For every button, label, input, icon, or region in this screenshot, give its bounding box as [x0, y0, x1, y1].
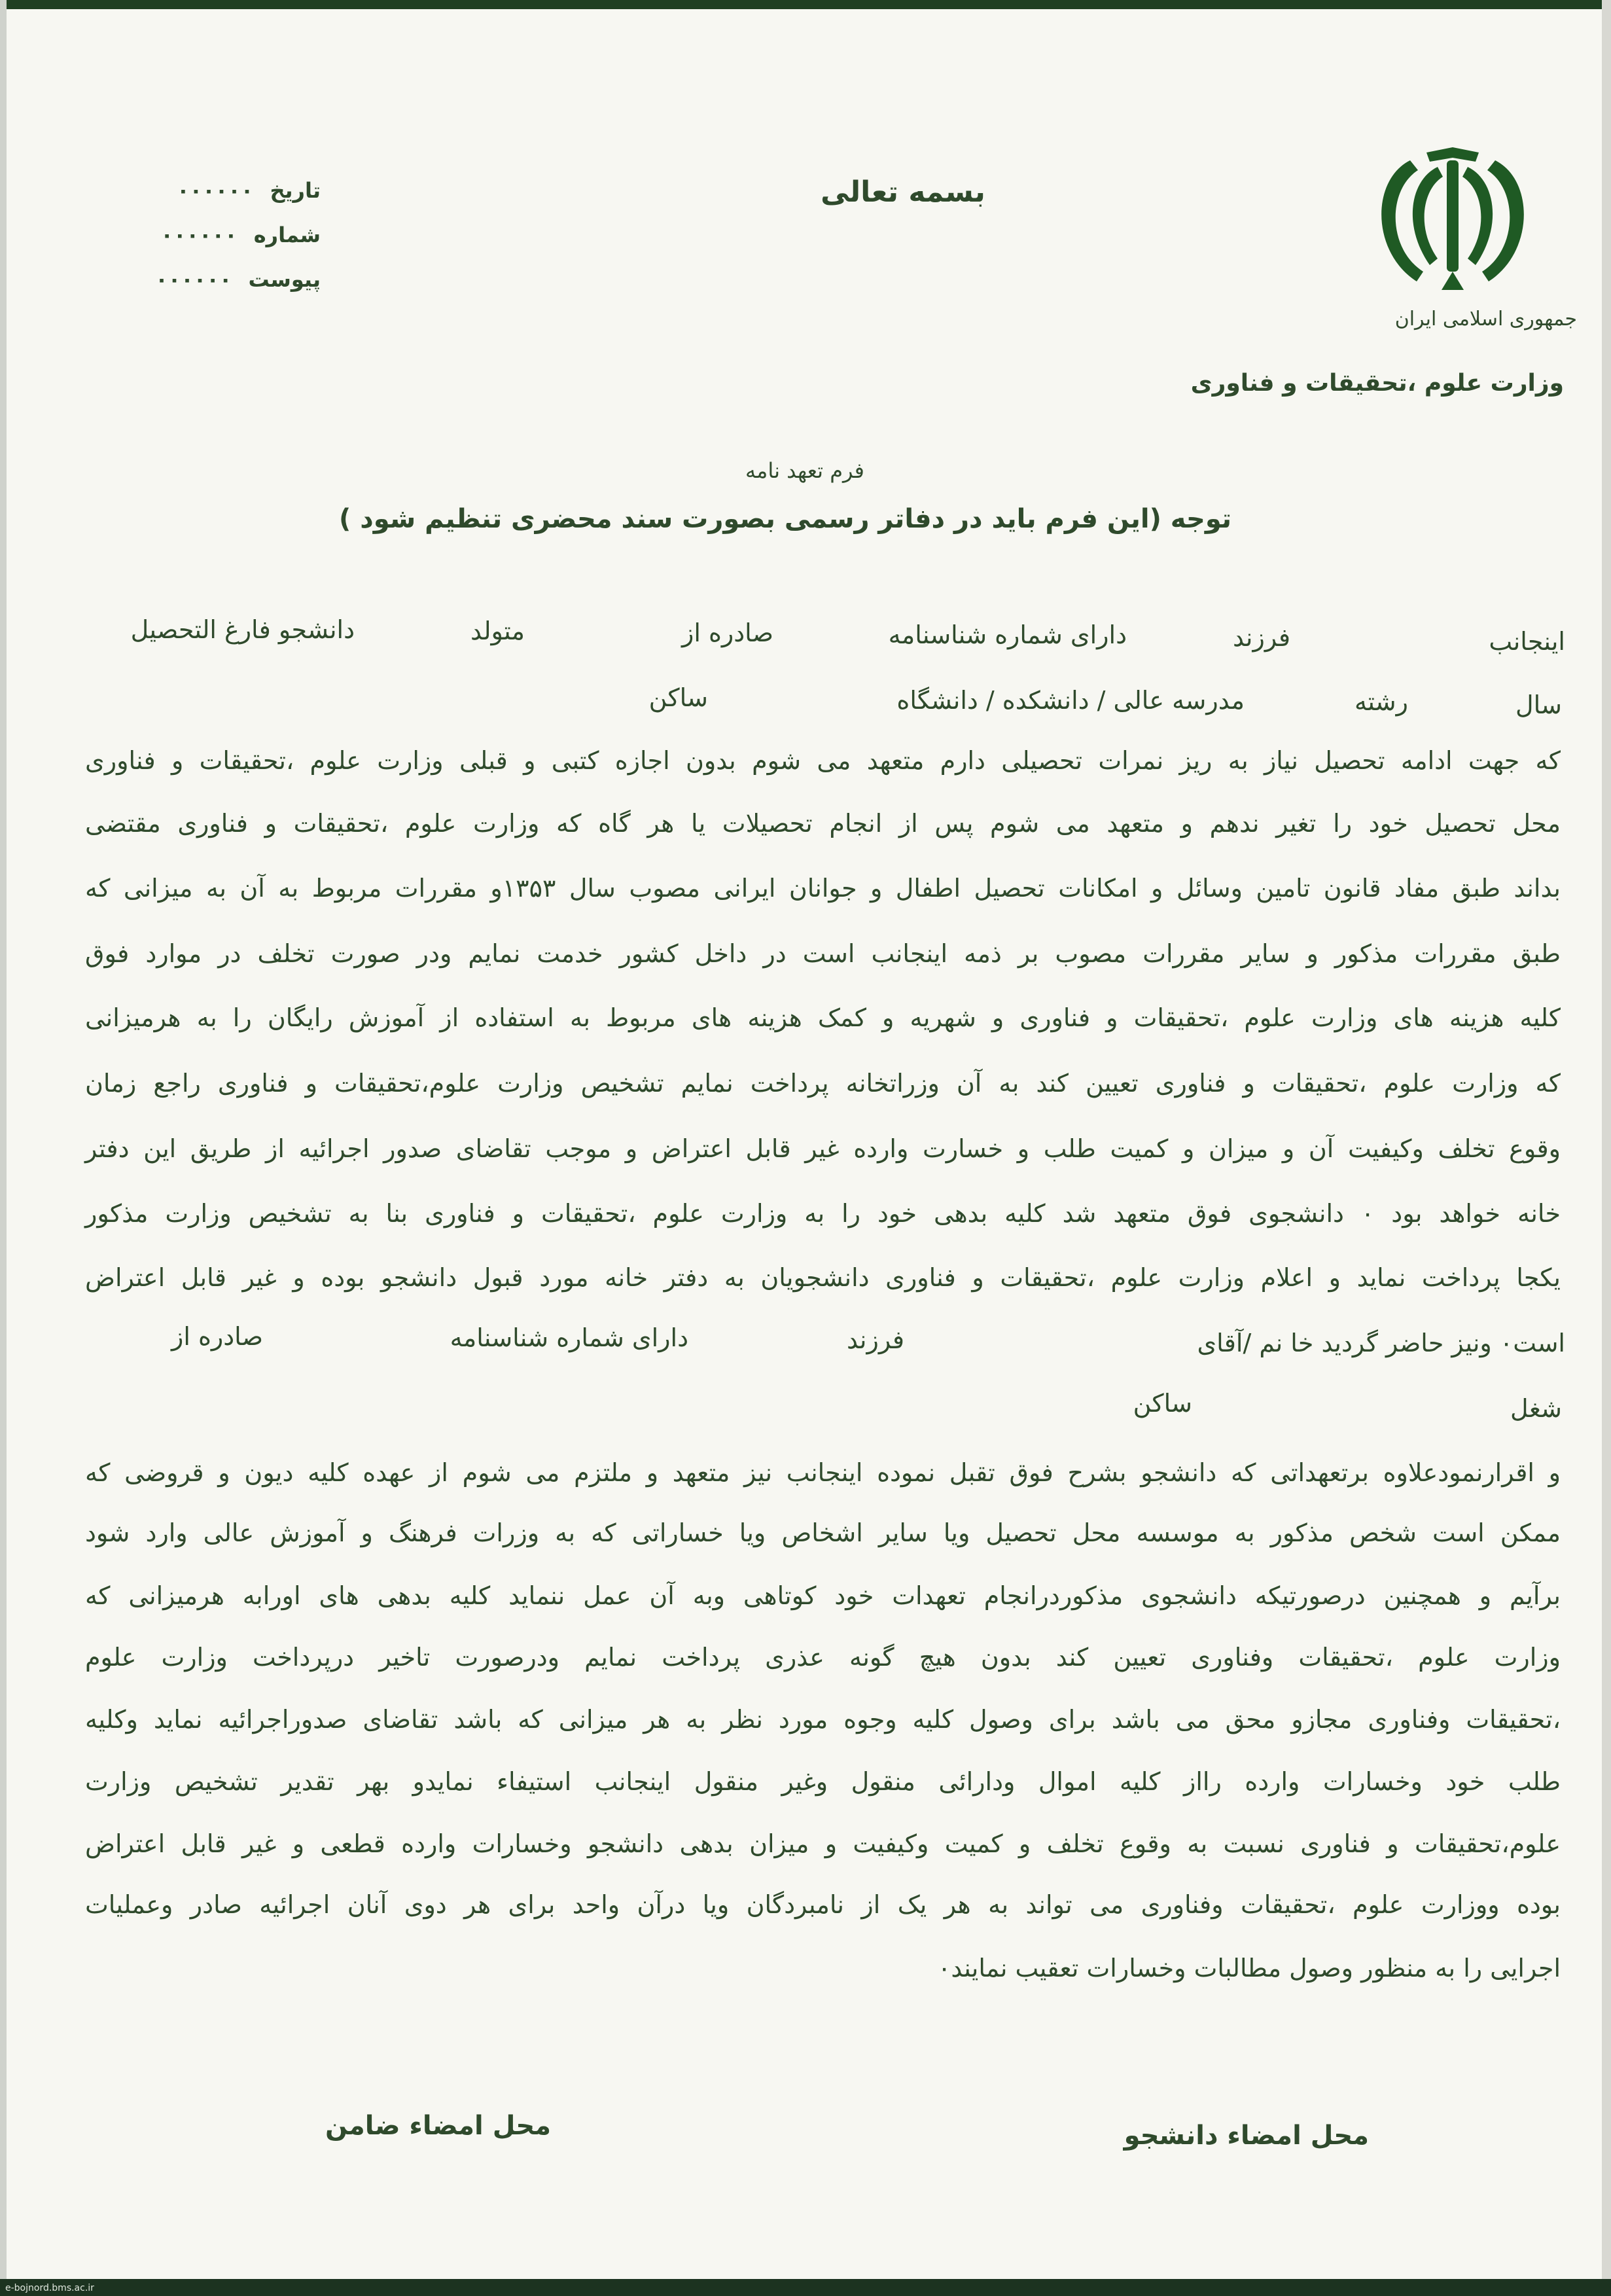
basmala: بسمه تعالی: [821, 175, 985, 209]
footer-source: e-bojnord.bms.ac.ir: [5, 2283, 94, 2293]
field-label: فرزند: [1232, 623, 1290, 652]
attachment-line: [131, 267, 321, 292]
body-line: وزارت علوم ،تحقیقات وفناوری تعیین کند بدون هیچ گونه عذری پرداخت نمایم ودرصورت تاخیر درپرداخت وزارت علوم: [85, 1643, 1561, 1672]
right-border: [1602, 0, 1611, 2296]
guarantor-signature-label: محل امضاء ضامن: [325, 2111, 551, 2141]
field-label: است۰ ونیز حاضر گردید خا نم /آقای: [1197, 1329, 1565, 1357]
field-label: شغل: [1510, 1394, 1562, 1423]
body-line: که وزارت علوم ،تحقیقات و فناوری تعیین کند به آن وزراتخانه پرداخت نمایم تشخیص وزارت علوم،تحقیقات و فناوری راجع زمان: [85, 1069, 1561, 1098]
body-line: برآیم و همچنین درصورتیکه دانشجوی مذکوردرانجام تعهدات خود کوتاهی وبه آن عمل ننماید کلیه بدهی های اورابه هرمیزانی که: [85, 1581, 1561, 1610]
field-label: رشته: [1354, 687, 1408, 716]
date-value: ۰۰۰۰۰۰: [177, 178, 254, 203]
body-line: خانه خواهد بود ۰ دانشجوی فوق متعهد شد کلیه بدهی خود را به وزارت علوم ،تحقیقات و فناوری بنا به تشخیص وزارت مذکور: [85, 1199, 1561, 1228]
left-border: [0, 0, 7, 2296]
attachment-label: پیوست: [248, 267, 321, 292]
body-line: بداند طبق مفاد قانون تامین وسائل و امکانات تحصیل اطفال و جوانان ایرانی مصوب سال ۱۳۵۳و مقررات مربوط به آن به میزانی که: [85, 874, 1561, 903]
field-label: متولد: [470, 617, 525, 645]
attachment-value: ۰۰۰۰۰۰: [155, 267, 232, 292]
form-title: فرم تعهد نامه: [745, 458, 864, 483]
field-label: ساکن: [648, 683, 708, 712]
body-line: بوده ووزارت علوم ،تحقیقات وفناوری می تواند به هر یک از نامبردگان ویا درآن واحد برای هر دوی آنان اجرائیه صادر وعملیات: [85, 1890, 1561, 1919]
body-line: اجرایی را به منظور وصول مطالبات وخسارات تعقیب نمایند۰: [937, 1954, 1561, 1982]
date-label: تاریخ: [270, 178, 321, 203]
form-note: توجه (این فرم باید در دفاتر رسمی بصورت سند محضری تنظیم شود ): [339, 504, 1231, 534]
body-line: ممکن است شخص مذکور به موسسه محل تحصیل ویا سایر اشخاص ویا خساراتی که به وزرات فرهنگ و آموزش عالی وارد شود: [85, 1518, 1561, 1547]
body-line: وقوع تخلف وکیفیت آن و میزان و کمیت طلب و خسارت وارده غیر قابل اعتراض و موجب تقاضای صدور اجرائیه از طریق این دفتر: [85, 1134, 1561, 1163]
bottom-border: [0, 2279, 1611, 2296]
body-line: محل تحصیل خود را تغیر ندهم و متعهد می شوم پس از انجام تحصیلات یا هر گاه که وزارت علوم ،تحقیقات و فناوری مقتضی: [85, 809, 1561, 838]
body-line: یکجا پرداخت نماید و اعلام وزارت علوم ،تحقیقات و فناوری دانشجویان به دفتر خانه مورد قبول دانشجو بوده و غیر قابل اعتراض: [85, 1263, 1561, 1292]
field-label: ساکن: [1133, 1389, 1192, 1418]
top-border: [0, 0, 1611, 9]
number-label: شماره: [253, 223, 321, 247]
number-line: [131, 223, 321, 247]
body-line: طبق مقررات مذکور و سایر مقررات مصوب بر ذمه اینجانب است در داخل کشور خدمت نمایم ودر صورت تخلف در موارد فوق: [85, 939, 1561, 968]
student-signature-label: محل امضاء دانشجو: [1124, 2121, 1369, 2151]
body-line: و اقرارنمودعلاوه برتعهداتی که دانشجو بشرح فوق تقبل نموده اینجانب نیز متعهد و ملتزم می شوم از عهده کلیه دیون و قروضی که: [85, 1458, 1561, 1487]
field-label: صادره از: [171, 1322, 263, 1351]
date-line: [131, 178, 321, 203]
field-label: سال: [1515, 691, 1562, 719]
body-line: کلیه هزینه های وزارت علوم ،تحقیقات و فناوری و شهریه و کمک هزینه های مربوط به استفاده از آموزش رایگان را به هرمیزانی: [85, 1003, 1561, 1032]
field-label: مدرسه عالی / دانشکده / دانشگاه: [896, 686, 1245, 715]
field-label: صادره از: [681, 619, 773, 647]
field-label: دانشجو فارغ التحصیل: [130, 615, 355, 644]
body-line: ،تحقیقات وفناوری مجازو محق می باشد برای وصول کلیه وجوه مورد نظر به هر میزانی که باشد تقاضای صدوراجرائیه نماید وکلیه: [85, 1705, 1561, 1734]
ministry-title: وزارت علوم ،تحقیقات و فناوری: [1190, 370, 1564, 397]
body-line: علوم،تحقیقات و فناوری نسبت به وقوع تخلف و کمیت وکیفیت و میزان بدهی دانشجو وخسارات وارده قطعی و غیر قابل اعتراض: [85, 1829, 1561, 1858]
body-line: که جهت ادامه تحصیل نیاز به ریز نمرات تحصیلی دارم متعهد می شوم بدون اجازه کتبی و قبلی وزارت علوم ،تحقیقات و فناوری: [85, 746, 1561, 775]
field-label: فرزند: [846, 1325, 904, 1354]
field-label: اینجانب: [1489, 627, 1565, 656]
number-value: ۰۰۰۰۰۰: [160, 223, 238, 247]
body-line: طلب خود وخسارات وارده رااز کلیه اموال ودارائی منقول وغیر منقول اینجانب استیفاء نمایدو بهر تقدیر تشخیص وزارت: [85, 1767, 1561, 1796]
iran-emblem-icon: [1364, 141, 1541, 298]
field-label: دارای شماره شناسنامه: [888, 620, 1127, 649]
field-label: دارای شماره شناسنامه: [450, 1323, 688, 1352]
republic-caption: جمهوری اسلامی ایران: [1394, 308, 1577, 331]
